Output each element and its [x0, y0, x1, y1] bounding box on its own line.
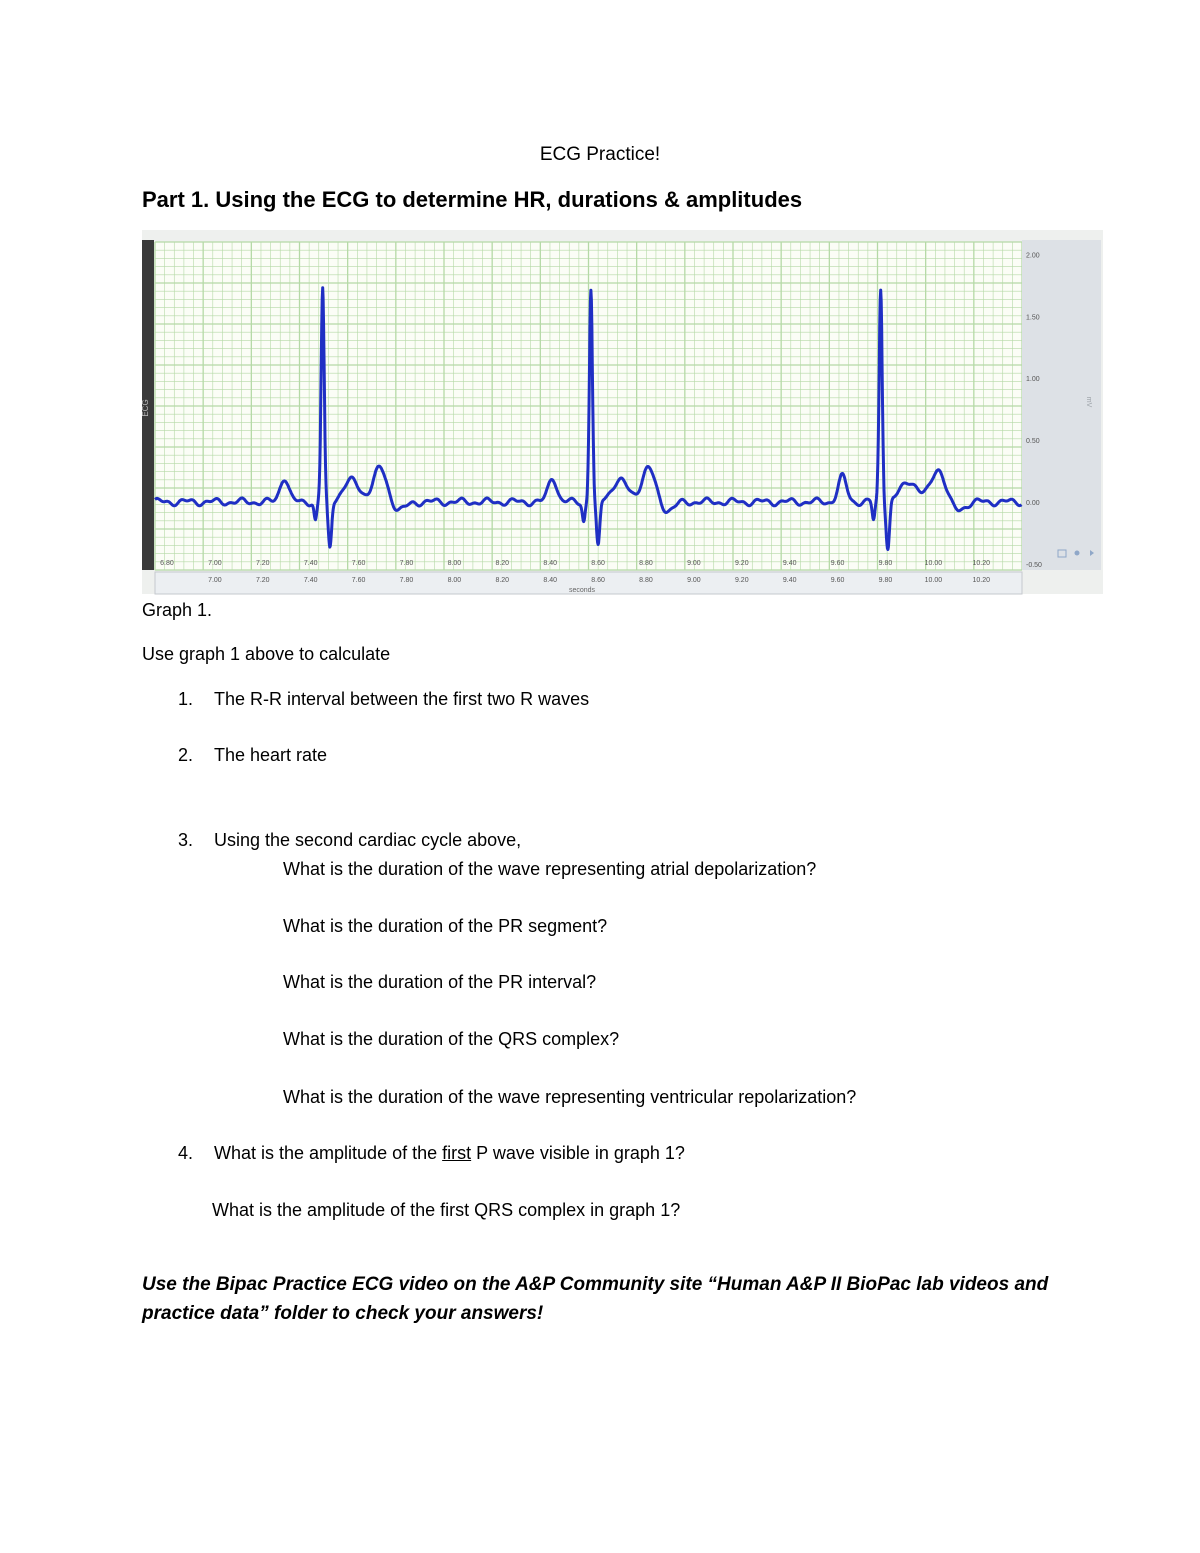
- underlined-word: first: [442, 1143, 472, 1163]
- bottom-tick-label: 10.20: [972, 577, 991, 584]
- top-tick-label: 7.40: [303, 560, 318, 567]
- q3-subquestion-qrs-complex: What is the duration of the QRS complex?: [283, 1029, 620, 1049]
- q3-subquestion-ventricular-repolarization: What is the duration of the wave representing ventricular repolarization?: [283, 1087, 857, 1107]
- question-2: [178, 745, 1078, 769]
- top-tick-label: 8.40: [543, 560, 557, 567]
- instructions-text: Use graph 1 above to calculate: [142, 644, 391, 664]
- bottom-tick-label: 9.60: [830, 577, 845, 584]
- q3-subquestion-pr-segment: What is the duration of the PR segment?: [283, 916, 608, 936]
- bottom-tick-label: 7.00: [208, 577, 222, 584]
- ecg-graph-figure: [142, 230, 1103, 594]
- top-tick-label: 9.20: [734, 560, 749, 567]
- top-tick-label: 10.00: [924, 560, 943, 567]
- bottom-tick-label: 8.80: [639, 577, 653, 584]
- bottom-tick-label: 8.00: [447, 577, 462, 584]
- top-tick-label: 7.60: [351, 560, 366, 567]
- document-title: ECG Practice!: [539, 144, 661, 165]
- ecg-chart: [142, 230, 1103, 594]
- top-tick-label: 9.00: [687, 560, 701, 567]
- bottom-tick-label: 7.80: [399, 577, 414, 584]
- question-1: [178, 689, 1078, 713]
- bottom-tick-label: 8.40: [543, 577, 557, 584]
- bottom-tick-label: 7.20: [255, 577, 270, 584]
- question-text-start: What is the amplitude of the: [214, 1143, 438, 1163]
- bottom-tick-label: 9.80: [878, 577, 893, 584]
- question-text: The heart rate: [214, 745, 328, 765]
- question-3: [178, 830, 1078, 854]
- top-tick-label: 7.80: [399, 560, 414, 567]
- bottom-tick-label: 10.00: [924, 577, 943, 584]
- top-tick-label: 7.00: [208, 560, 222, 567]
- q3-subquestion-atrial-depolarization: What is the duration of the wave representing atrial depolarization?: [283, 859, 817, 879]
- graph-caption: Graph 1.: [142, 600, 213, 620]
- y-tick-label: 2.00: [1026, 252, 1040, 260]
- y-tick-label: 0.50: [1026, 438, 1040, 446]
- question-4: [178, 1143, 1078, 1167]
- y-tick-label: 1.50: [1026, 314, 1040, 322]
- question-number: 3.: [178, 830, 194, 850]
- top-tick-label: 8.80: [639, 560, 653, 567]
- bottom-tick-label: 7.40: [303, 577, 318, 584]
- top-tick-label: 9.40: [782, 560, 797, 567]
- top-tick-label: 8.00: [447, 560, 462, 567]
- bottom-tick-label: 9.40: [782, 577, 797, 584]
- bottom-tick-label: 7.60: [351, 577, 366, 584]
- bottom-tick-label: 8.60: [591, 577, 605, 584]
- y-tick-label: 0.00: [1026, 499, 1040, 507]
- scroll-icon[interactable]: [1075, 551, 1080, 556]
- question-text: Using the second cardiac cycle above,: [214, 830, 522, 850]
- x-axis-label: seconds: [568, 587, 596, 594]
- top-tick-label: 8.60: [591, 560, 605, 567]
- bottom-tick-label: 9.00: [687, 577, 701, 584]
- question-number: 1.: [178, 689, 194, 709]
- question-number: 2.: [178, 745, 194, 765]
- question-text: [214, 1143, 685, 1164]
- part-heading: Part 1. Using the ECG to determine HR, durations & amplitudes: [142, 187, 803, 212]
- bottom-tick-label: 9.20: [734, 577, 749, 584]
- y-tick-label: -0.50: [1026, 561, 1042, 569]
- top-tick-label: 6.80: [160, 560, 174, 567]
- top-tick-label: 9.80: [878, 560, 893, 567]
- top-tick-label: 8.20: [495, 560, 510, 567]
- question-text: The R-R interval between the first two R waves: [214, 689, 590, 709]
- q3-subquestion-pr-interval: What is the duration of the PR interval?: [283, 972, 597, 992]
- y-tick-label: 1.00: [1026, 376, 1040, 384]
- question-text-end: P wave visible in graph 1?: [471, 1143, 685, 1163]
- top-tick-label: 10.20: [972, 560, 991, 567]
- q4-followup: What is the amplitude of the first QRS complex in graph 1?: [212, 1200, 681, 1220]
- closing-note: Use the Bipac Practice ECG video on the A&P Community site “Human A&P II BioPac lab videos and practice data” folder to check your answers!: [142, 1274, 1049, 1324]
- channel-label: ECG: [141, 399, 150, 417]
- top-tick-label: 9.60: [830, 560, 845, 567]
- top-tick-label: 7.20: [255, 560, 270, 567]
- bottom-tick-label: 8.20: [495, 577, 510, 584]
- y-axis-unit-label: mV: [1085, 396, 1092, 408]
- question-number: 4.: [178, 1143, 194, 1163]
